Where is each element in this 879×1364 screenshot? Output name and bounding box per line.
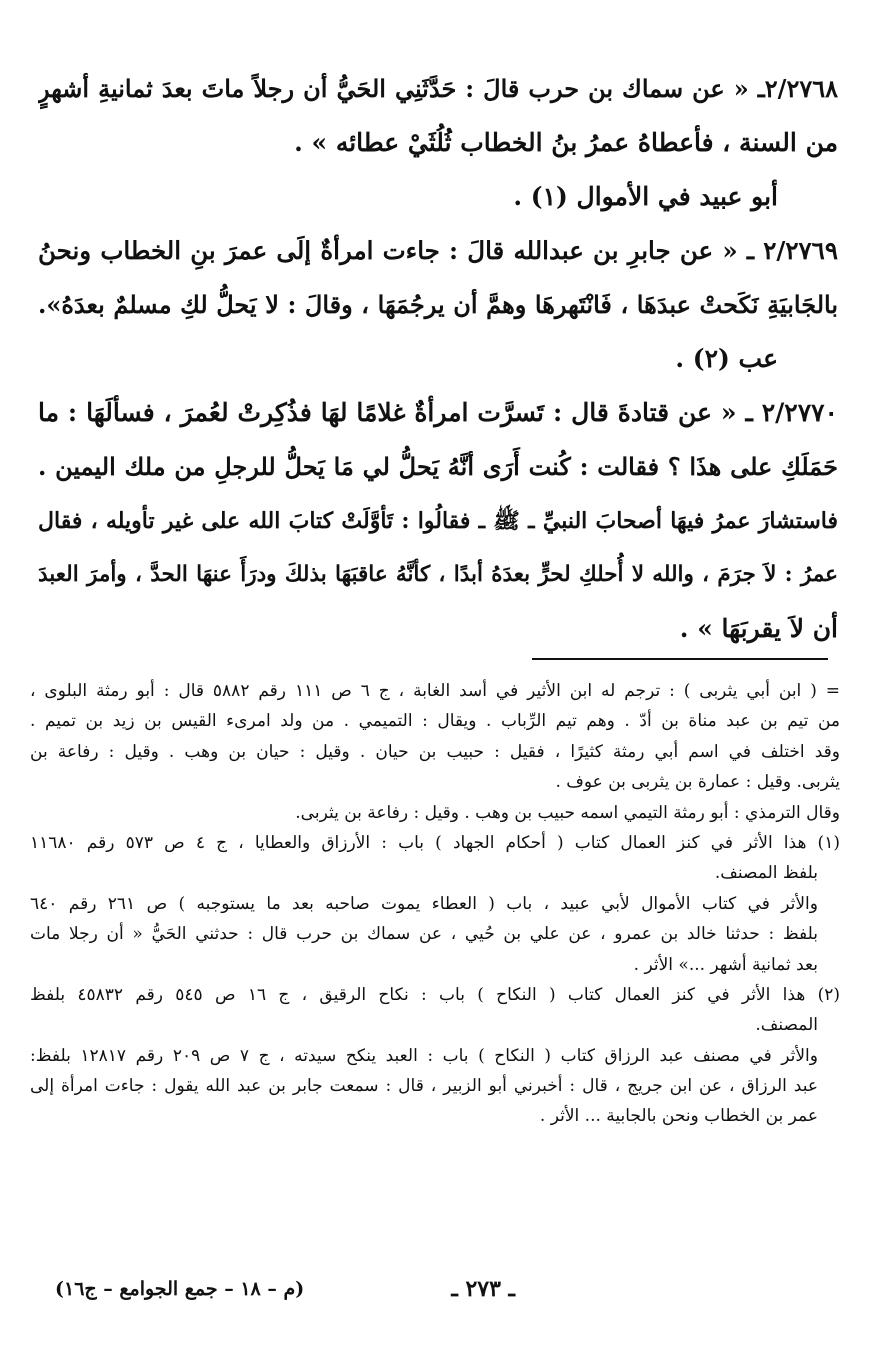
page-footer bbox=[55, 1276, 815, 1316]
footnote-line-11: (٢) هذا الأثر في كنز العمال كتاب ( النكاح ) باب : نكاح الرقيق ، ج ١٦ ص ٥٤٥ رقم ٤٥٨٣٢ بلفظ bbox=[30, 984, 840, 1005]
page-number: ـ ٢٧٣ ـ bbox=[451, 1276, 515, 1302]
footnote-line-7: بلفظ المصنف. bbox=[714, 863, 818, 884]
footnote-line-9: بلفظ : حدثنا خالد بن عمرو ، عن علي بن حُيي ، عن سماك بن حرب قال : حدثني الحَيُّ « أن رجلا مات bbox=[30, 924, 818, 945]
footnote-separator bbox=[532, 658, 828, 660]
footnotes bbox=[30, 676, 840, 1132]
footnote-line-2: من تيم بن عبد مناة بن أدّ . وهم تيم الرِّباب . ويقال : التميمي . من ولد امرىء القيس بن زيد بن تميم . bbox=[30, 711, 840, 732]
main-line-6: عب (٢) . bbox=[675, 344, 778, 373]
main-line-10: عمرُ : لاَ جرَمَ ، والله لا أُحلكِ لحرٍّ بعدَهُ أبدًا ، كأنَّهُ عاقبَهَا بذلكَ ودرَأَ عنهَا الحدَّ ، وأمرَ العبدَ bbox=[38, 562, 838, 587]
main-line-3: أبو عبيد في الأموال (١) . bbox=[513, 182, 778, 211]
footnote-line-15: عمر بن الخطاب ونحن بالجابية ... الأثر . bbox=[539, 1106, 818, 1127]
footnote-line-6: (١) هذا الأثر في كنز العمال كتاب ( أحكام الجهاد ) باب : الأرزاق والعطايا ، ج ٤ ص ٥٧٣ رقم ١١٦٨٠ bbox=[30, 832, 840, 853]
main-line-8: حَمَلَكِ على هذَا ؟ فقالت : كُنت أَرَى أنَّهُ يَحلُّ لي مَا يَحلُّ للرجلِ من ملك اليمين . bbox=[38, 452, 838, 481]
main-line-4: ٢/٢٧٦٩ ـ « عن جابرِ بن عبدالله قالَ : جاءت امرأةٌ إلَى عمرَ بنِ الخطاب ونحنُ bbox=[38, 236, 838, 265]
main-line-2: من السنة ، فأعطاهُ عمرُ بنُ الخطاب ثُلُثَيْ عطائه » . bbox=[294, 128, 838, 157]
main-line-11: أن لاَ يقربَهَا » . bbox=[679, 614, 838, 643]
footnote-line-4: يثربى. وقيل : عمارة بن يثربى بن عوف . bbox=[555, 772, 840, 793]
footnote-line-12: المصنف. bbox=[755, 1015, 818, 1036]
main-line-9: فاستشارَ عمرُ فيهَا أصحابَ النبيِّ ـ ﷺ ـ فقالُوا : تَأوَّلَتْ كتابَ الله على غير تأويله ، فقال bbox=[38, 508, 838, 534]
signature-mark: (م – ١٨ – جمع الجوامع – ج١٦) bbox=[55, 1278, 305, 1300]
footnote-line-3: وقد اختلف في اسم أبي رمثة كثيرًا ، فقيل : حبيب بن حيان . وقيل : حيان بن وهب . وقيل : رفاعة بن bbox=[30, 741, 840, 762]
main-line-5: بالجَابيَةِ نَكَحتْ عبدَهَا ، فَانْتَهرهَا وهمَّ أن يرجُمَهَا ، وقالَ : لا يَحلُّ لكِ مسلمٌ بعدَهُ». bbox=[38, 290, 838, 319]
footnote-line-13: والأثر في مصنف عبد الرزاق كتاب ( النكاح ) باب : العبد ينكح سيدته ، ج ٧ ص ٢٠٩ رقم ١٢٨١٧ بلفظ: bbox=[30, 1045, 818, 1066]
footnote-line-10: بعد ثمانية أشهر ...» الأثر . bbox=[633, 954, 818, 975]
footnote-line-5: وقال الترمذي : أبو رمثة التيمي اسمه حبيب بن وهب . وقيل : رفاعة بن يثربى. bbox=[295, 802, 840, 823]
footnote-line-14: عبد الرزاق ، عن ابن جريج ، قال : أخبرني أبو الزبير ، قال : سمعت جابر بن عبد الله يقول : جاءت امرأة إلى bbox=[30, 1076, 818, 1097]
footnote-line-1: = ( ابن أبي يثربى ) : ترجم له ابن الأثير في أسد الغابة ، ج ٦ ص ١١١ رقم ٥٨٨٢ قال : أبو رمثة البلوى ، bbox=[30, 681, 840, 701]
main-line-1: ٢/٢٧٦٨ـ « عن سماك بن حرب قالَ : حَدَّثَنِي الحَيُّ أن رجلاً ماتَ بعدَ ثمانيةِ أشهرٍ bbox=[38, 74, 838, 103]
main-line-7: ٢/٢٧٧٠ ـ « عن قتادةَ قال : تَسرَّت امرأةٌ غلامًا لهَا فذُكِرتْ لعُمرَ ، فسألَهَا : ما bbox=[38, 398, 838, 427]
main-text bbox=[38, 62, 838, 656]
footnote-line-8: والأثر في كتاب الأموال لأبي عبيد ، باب ( العطاء يموت صاحبه بعد ما يستوجبه ) ص ٢٦١ رقم ٦٤٠ bbox=[30, 893, 818, 914]
